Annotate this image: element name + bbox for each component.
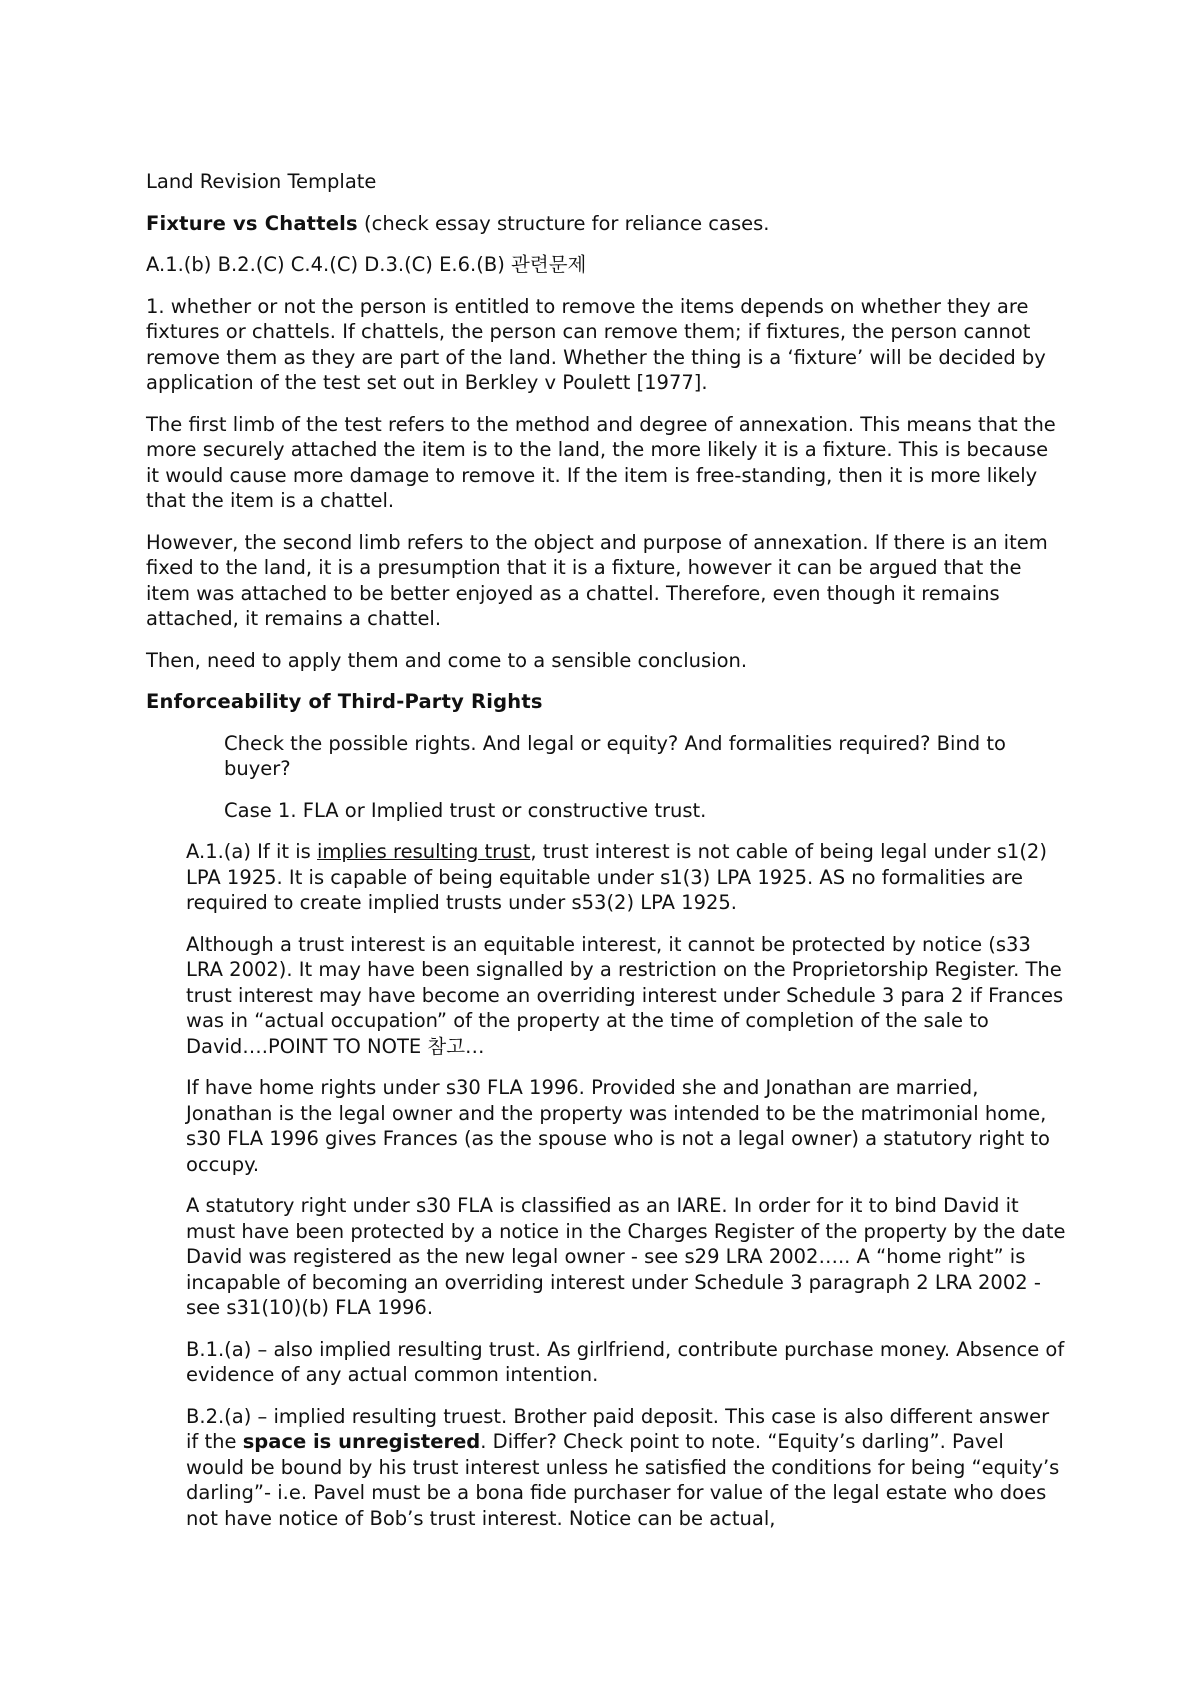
paragraph-a1	[186, 839, 1066, 916]
b2-rest: . Differ? Check point to note. “Equity’s darling”. Pavel would be bound by his trust interest unless he satisfied the conditions for being “equity’s darling”- i.e. Pavel must be a bona fide purchaser for value of the legal estate who does not have notice of Bob’s trust interest. Notice can be actual,	[186, 1430, 1060, 1530]
paragraph-trust-notice: Although a trust interest is an equitable interest, it cannot be protected by notice (s33 LRA 2002). It may have been signalled by a restriction on the Proprietorship Register. The trust interest may have become an overriding interest under Schedule 3 para 2 if Frances was in “actual occupation” of the property at the time of completion of the sale to David….POINT TO NOTE 참고…	[186, 932, 1064, 1058]
heading-fixture-vs-chattels: Fixture vs Chattels	[146, 211, 358, 235]
heading-note: (check essay structure for reliance cases.	[357, 211, 770, 235]
related-questions: A.1.(b) B.2.(C) C.4.(C) D.3.(C) E.6.(B) 관련문제	[146, 253, 587, 276]
paragraph-second-limb: However, the second limb refers to the object and purpose of annexation. If there is an item fixed to the land, it is a presumption that it is a fixture, however it can be argued that the item was attached to be better enjoyed as a chattel. Therefore, even though it remains attached, it remains a chattel.	[146, 530, 1048, 630]
paragraph-b1: B.1.(a) – also implied resulting trust. As girlfriend, contribute purchase money. Absence of evidence of any actual common intention.	[186, 1337, 1065, 1386]
document-body	[146, 169, 1066, 1547]
paragraph-first-limb: The first limb of the test refers to the method and degree of annexation. This means that the more securely attached the item is to the land, the more likely it is a fixture. This is because it would cause more damage to remove it. If the item is free-standing, then it is more likely that the item is a chattel.	[146, 412, 1056, 512]
paragraph-check-rights: Check the possible rights. And legal or equity? And formalities required? Bind to buyer?	[224, 731, 1006, 780]
paragraph-conclusion: Then, need to apply them and come to a sensible conclusion.	[146, 648, 748, 672]
paragraph-home-rights: If have home rights under s30 FLA 1996. Provided she and Jonathan are married, Jonathan is the legal owner and the property was intended to be the matrimonial home, s30 FLA 1996 gives Frances (as the spouse who is not a legal owner) a statutory right to occupy.	[186, 1076, 1050, 1176]
section-third-party-heading	[146, 689, 1066, 715]
b2-bold-term: space is unregistered	[242, 1430, 481, 1453]
document-title: Land Revision Template	[146, 170, 377, 193]
paragraph-statutory-right: A statutory right under s30 FLA is classified as an IARE. In order for it to bind David it must have been protected by a notice in the Charges Register of the property by the date David was registered as the new legal owner - see s29 LRA 2002….. A “home right” is incapable of becoming an overriding interest under Schedule 3 paragraph 2 LRA 2002 - see s31(10)(b) FLA 1996.	[186, 1194, 1066, 1319]
section-fixtures-heading	[146, 211, 1066, 237]
paragraph-fixtures-intro: 1. whether or not the person is entitled to remove the items depends on whether they are fixtures or chattels. If chattels, the person can remove them; if fixtures, the person cannot remove them as they are part of the land. Whether the thing is a ‘fixture’ will be decided by application of the test set out in Berkley v Poulett [1977].	[146, 294, 1046, 394]
b2-prefix: B.2.(a) – implied resulting truest. Brother paid deposit. This case is also different answer if the	[186, 1404, 1050, 1453]
a1-underlined-term: implies resulting trust	[317, 840, 531, 863]
heading-third-party-rights: Enforceability of Third-Party Rights	[146, 690, 543, 713]
a1-prefix: A.1.(a) If it is	[186, 840, 318, 863]
a1-rest: , trust interest is not cable of being legal under s1(2) LPA 1925. It is capable of being equitable under s1(3) LPA 1925. AS no formalities are required to create implied trusts under s53(2) LPA 1925.	[186, 840, 1047, 914]
paragraph-b2	[186, 1404, 1066, 1532]
paragraph-case-1: Case 1. FLA or Implied trust or constructive trust.	[224, 798, 707, 822]
